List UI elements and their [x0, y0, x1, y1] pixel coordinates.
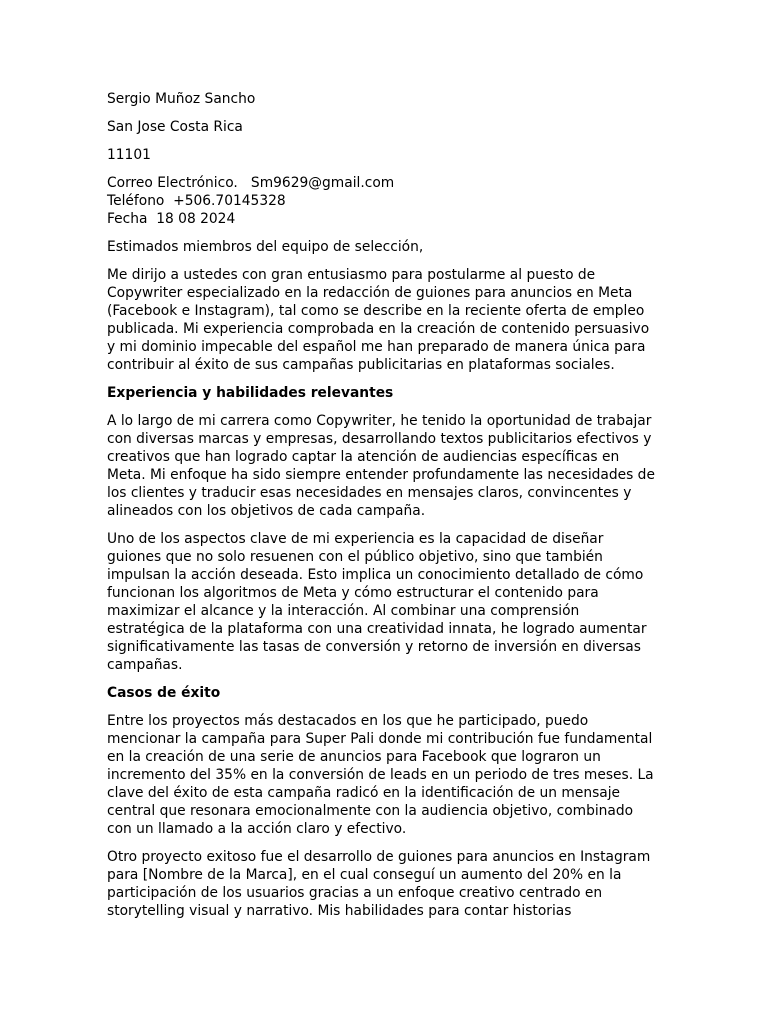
date-line: Fecha 18 08 2024 — [107, 211, 236, 227]
text-line: (Facebook e Instagram), tal como se describe en la reciente oferta de empleo — [107, 303, 645, 319]
text-line: Copywriter especializado en la redacción de guiones para anuncios en Meta — [107, 285, 633, 301]
text-line: en la creación de una serie de anuncios para Facebook que lograron un — [107, 749, 601, 765]
text-line: publicada. Mi experiencia comprobada en la creación de contenido persuasivo — [107, 321, 650, 337]
text-line: con diversas marcas y empresas, desarrollando textos publicitarios efectivos y — [107, 431, 652, 447]
contact-block — [107, 174, 667, 228]
text-line: estratégica de la plataforma con una creatividad innata, he logrado aumentar — [107, 621, 647, 637]
sender-postal-code: 11101 — [107, 147, 151, 163]
text-line: alineados con los objetivos de cada campaña. — [107, 503, 426, 519]
text-line: Meta. Mi enfoque ha sido siempre entender profundamente las necesidades de — [107, 467, 655, 483]
success-paragraph-1 — [107, 712, 667, 838]
text-line: impulsan la acción deseada. Esto implica un conocimiento detallado de cómo — [107, 567, 644, 583]
email-line: Correo Electrónico. Sm9629@gmail.com — [107, 175, 395, 191]
text-line: campañas. — [107, 657, 183, 673]
intro-paragraph — [107, 266, 667, 374]
text-line: A lo largo de mi carrera como Copywriter, he tenido la oportunidad de trabajar — [107, 413, 652, 429]
sender-city: San Jose Costa Rica — [107, 119, 243, 135]
sender-name: Sergio Muñoz Sancho — [107, 91, 256, 107]
letter-body — [107, 90, 667, 930]
text-line: Uno de los aspectos clave de mi experiencia es la capacidad de diseñar — [107, 531, 604, 547]
text-line: con un llamado a la acción claro y efectivo. — [107, 821, 407, 837]
success-paragraph-2 — [107, 848, 667, 920]
phone-line: Teléfono +506.70145328 — [107, 193, 286, 209]
text-line: mencionar la campaña para Super Pali donde mi contribución fue fundamental — [107, 731, 653, 747]
text-line: maximizar el alcance y la interacción. Al combinar una comprensión — [107, 603, 580, 619]
text-line: clave del éxito de esta campaña radicó en la identificación de un mensaje — [107, 785, 621, 801]
text-line: Otro proyecto exitoso fue el desarrollo de guiones para anuncios en Instagram — [107, 849, 651, 865]
text-line: participación de los usuarios gracias a un enfoque creativo centrado en — [107, 885, 603, 901]
text-line: incremento del 35% en la conversión de leads en un periodo de tres meses. La — [107, 767, 654, 783]
section-heading-experience: Experiencia y habilidades relevantes — [107, 385, 394, 401]
salutation: Estimados miembros del equipo de selección, — [107, 239, 424, 255]
text-line: central que resonara emocionalmente con la audiencia objetivo, combinado — [107, 803, 634, 819]
text-line: significativamente las tasas de conversión y retorno de inversión en diversas — [107, 639, 641, 655]
text-line: Entre los proyectos más destacados en los que he participado, puedo — [107, 713, 589, 729]
text-line: contribuir al éxito de sus campañas publicitarias en plataformas sociales. — [107, 357, 615, 373]
text-line: creativos que han logrado captar la atención de audiencias específicas en — [107, 449, 620, 465]
text-line: para [Nombre de la Marca], en el cual conseguí un aumento del 20% en la — [107, 867, 622, 883]
text-line: y mi dominio impecable del español me han preparado de manera única para — [107, 339, 646, 355]
text-line: guiones que no solo resuenen con el público objetivo, sino que también — [107, 549, 603, 565]
text-line: los clientes y traducir esas necesidades en mensajes claros, convincentes y — [107, 485, 632, 501]
experience-paragraph-2 — [107, 530, 667, 674]
text-line: Me dirijo a ustedes con gran entusiasmo para postularme al puesto de — [107, 267, 596, 283]
experience-paragraph-1 — [107, 412, 667, 520]
text-line: storytelling visual y narrativo. Mis habilidades para contar historias — [107, 903, 572, 919]
section-heading-success-cases: Casos de éxito — [107, 685, 221, 701]
text-line: funcionan los algoritmos de Meta y cómo estructurar el contenido para — [107, 585, 599, 601]
